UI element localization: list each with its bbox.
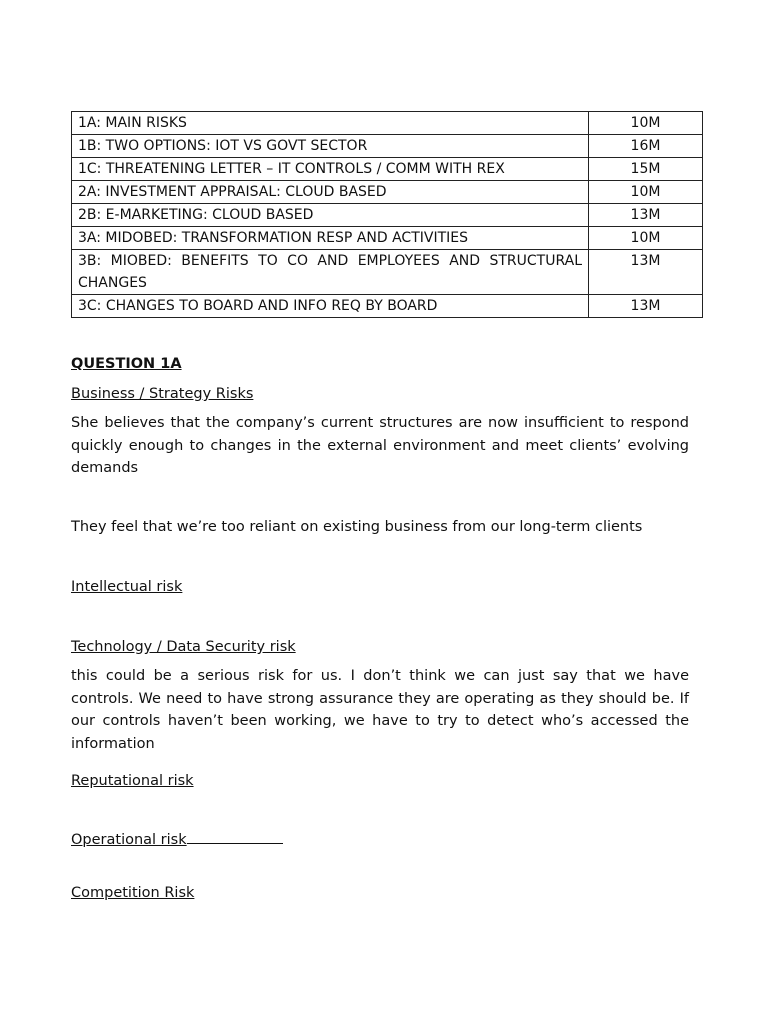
question-cell: 1C: THREATENING LETTER – IT CONTROLS / COMM WITH REX (72, 158, 589, 181)
table-row (72, 227, 703, 250)
intellectual-risk-heading: Intellectual risk (71, 579, 183, 595)
question-heading: QUESTION 1A (71, 356, 182, 372)
marks-cell: 13M (589, 204, 703, 227)
marks-cell: 13M (589, 295, 703, 318)
question-cell: 1B: TWO OPTIONS: IOT VS GOVT SECTOR (72, 135, 589, 158)
underline-trail (187, 831, 283, 844)
question-cell: 3C: CHANGES TO BOARD AND INFO REQ BY BOARD (72, 295, 589, 318)
table-row (72, 204, 703, 227)
question-cell: 3B: MIOBED: BENEFITS TO CO AND EMPLOYEES AND STRUCTURAL CHANGES (72, 250, 589, 295)
question-cell: 2B: E-MARKETING: CLOUD BASED (72, 204, 589, 227)
business-paragraph-1: She believes that the company’s current structures are now insufficient to respond quickly enough to changes in the external environment and meet clients’ evolving demands (71, 415, 689, 476)
question-cell: 2A: INVESTMENT APPRAISAL: CLOUD BASED (72, 181, 589, 204)
marks-cell: 10M (589, 112, 703, 135)
table-row (72, 135, 703, 158)
marks-table (71, 111, 703, 318)
table-row (72, 250, 703, 295)
technology-risk-heading: Technology / Data Security risk (71, 639, 296, 655)
question-cell: 3A: MIDOBED: TRANSFORMATION RESP AND ACTIVITIES (72, 227, 589, 250)
marks-cell: 16M (589, 135, 703, 158)
marks-cell: 10M (589, 181, 703, 204)
table-row (72, 112, 703, 135)
reputational-risk-heading: Reputational risk (71, 773, 194, 789)
table-row (72, 158, 703, 181)
table-row (72, 295, 703, 318)
table-row (72, 181, 703, 204)
technology-paragraph: this could be a serious risk for us. I don’t think we can just say that we have controls. We need to have strong assurance they are operating as they should be. If our controls haven’t been working, we have to try to detect who’s accessed the information (71, 668, 689, 752)
business-risks-heading: Business / Strategy Risks (71, 386, 254, 402)
operational-risk-line (71, 829, 689, 852)
business-paragraph-2: They feel that we’re too reliant on existing business from our long-term clients (71, 519, 643, 535)
marks-cell: 15M (589, 158, 703, 181)
question-cell: 1A: MAIN RISKS (72, 112, 589, 135)
operational-risk-heading: Operational risk (71, 832, 187, 848)
marks-cell: 13M (589, 250, 703, 295)
marks-cell: 10M (589, 227, 703, 250)
competition-risk-heading: Competition Risk (71, 885, 195, 901)
